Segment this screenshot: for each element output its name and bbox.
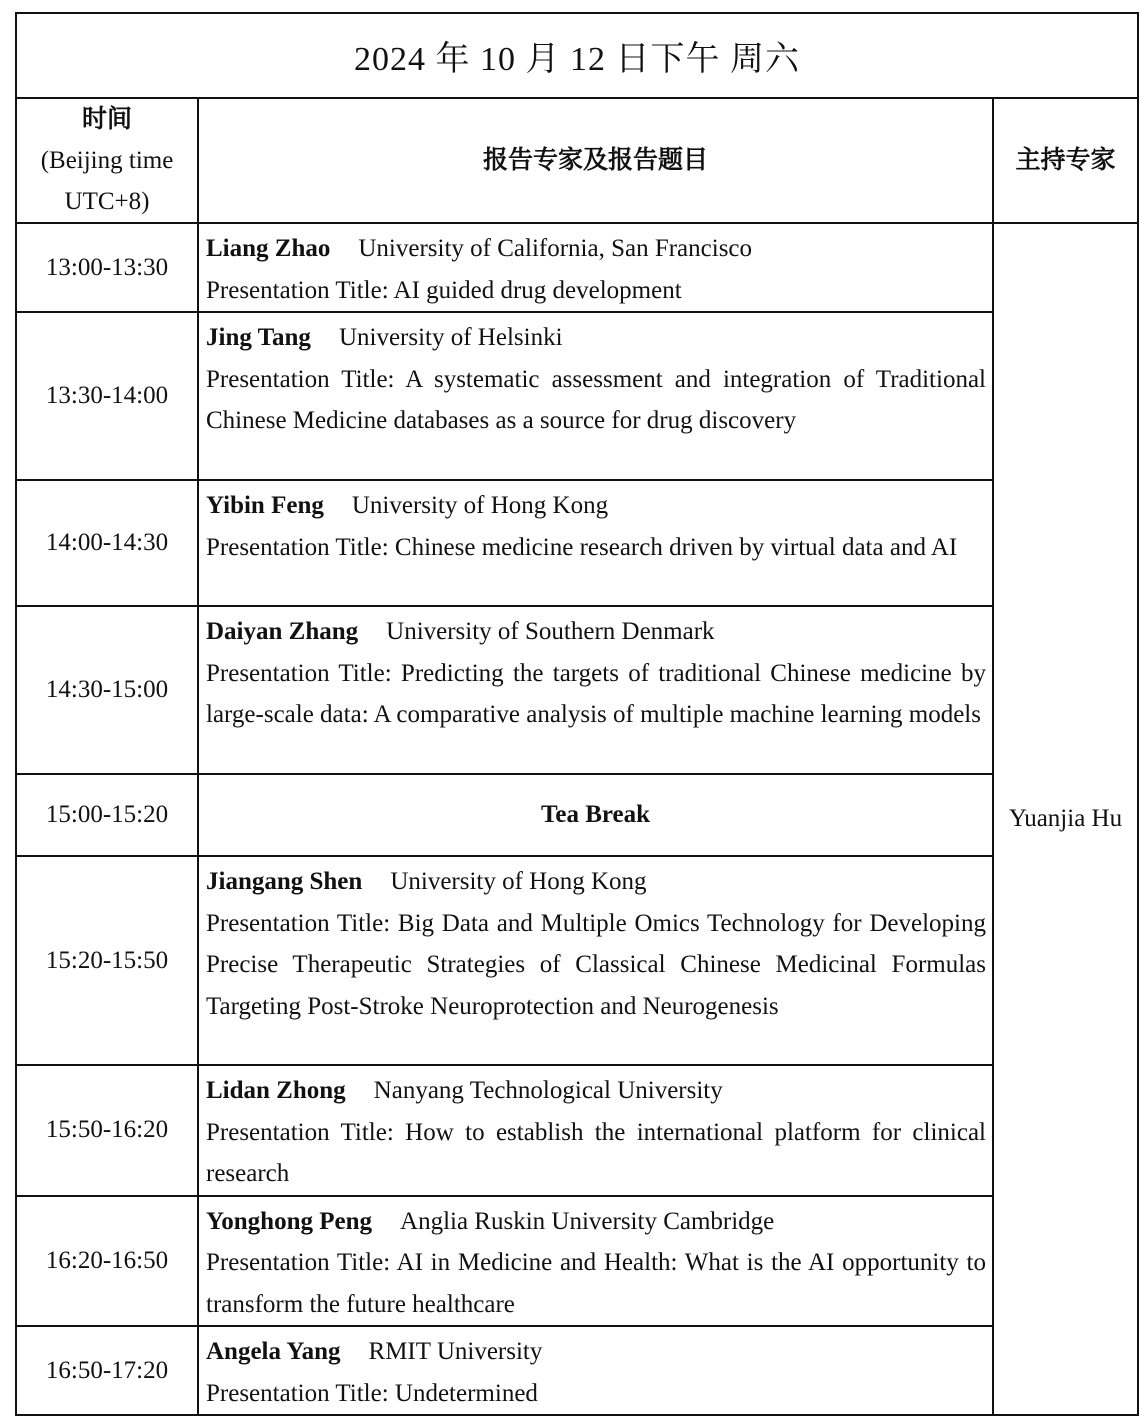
session-time: 15:50-16:20	[16, 1065, 198, 1196]
speaker-name: Liang Zhao	[206, 235, 331, 262]
session-time: 14:00-14:30	[16, 480, 198, 606]
topic-label: 报告专家及报告题目	[482, 147, 708, 174]
speaker-affiliation: University of Southern Denmark	[386, 618, 715, 645]
speaker-name: Lidan Zhong	[206, 1077, 346, 1104]
speaker-name: Angela Yang	[206, 1338, 341, 1365]
speaker-name: Jing Tang	[206, 324, 311, 351]
session-time: 14:30-15:00	[16, 606, 198, 774]
topic-column-header	[198, 98, 993, 223]
speaker-affiliation: University of California, San Francisco	[358, 235, 753, 262]
presentation-title: Presentation Title: Undetermined	[206, 1379, 538, 1407]
host-label: 主持专家	[1015, 147, 1116, 174]
session-time: 15:00-15:20	[16, 774, 198, 856]
session-row	[16, 223, 1138, 312]
speaker-affiliation: Nanyang Technological University	[373, 1077, 723, 1104]
presentation-title: Presentation Title: How to establish the international platform for clinical research	[206, 1118, 986, 1187]
session-row	[16, 1326, 1138, 1415]
session-details	[198, 312, 993, 480]
session-row	[16, 1065, 1138, 1196]
break-row	[16, 774, 1138, 856]
session-details	[198, 480, 993, 606]
schedule-table	[15, 12, 1139, 1416]
header-row	[16, 98, 1138, 223]
session-time: 16:50-17:20	[16, 1326, 198, 1415]
session-row	[16, 606, 1138, 774]
session-row	[16, 856, 1138, 1065]
speaker-affiliation: RMIT University	[368, 1338, 543, 1365]
speaker-affiliation: University of Hong Kong	[390, 868, 647, 895]
session-time: 16:20-16:50	[16, 1196, 198, 1327]
host-column-header	[993, 98, 1138, 223]
session-time: 13:00-13:30	[16, 223, 198, 312]
session-details	[198, 1065, 993, 1196]
session-details	[198, 856, 993, 1065]
session-details	[198, 606, 993, 774]
time-zone-line1: (Beijing time	[40, 147, 174, 174]
session-details	[198, 1196, 993, 1327]
speaker-affiliation: Anglia Ruskin University Cambridge	[400, 1207, 775, 1235]
schedule-title: 2024 年 10 月 12 日下午 周六	[16, 13, 1138, 98]
time-zone-line2: UTC+8)	[64, 188, 150, 215]
speaker-name: Daiyan Zhang	[206, 618, 359, 645]
speaker-affiliation: University of Helsinki	[338, 324, 563, 351]
speaker-name: Yonghong Peng	[206, 1207, 373, 1235]
presentation-title: Presentation Title: AI in Medicine and Health: What is the AI opportunity to transform the future healthcare	[206, 1249, 986, 1318]
tea-break-label: Tea Break	[198, 774, 993, 856]
speaker-name: Yibin Feng	[206, 492, 324, 519]
speaker-affiliation: University of Hong Kong	[351, 492, 609, 519]
presentation-title: Presentation Title: Big Data and Multiple Omics Technology for Developing Precise Therapeutic Strategies of Classical Chinese Medicinal Formulas Targeting Post-Stroke Neuroprotection and Neurogenesis	[206, 909, 986, 1020]
speaker-name: Jiangang Shen	[206, 868, 363, 895]
session-row	[16, 480, 1138, 606]
session-details	[198, 1326, 993, 1415]
time-label: 时间	[81, 106, 132, 133]
host-name: Yuanjia Hu	[993, 223, 1138, 1415]
presentation-title: Presentation Title: Chinese medicine research driven by virtual data and AI	[206, 533, 958, 561]
presentation-title: Presentation Title: Predicting the targets of traditional Chinese medicine by large-scale data: A comparative analysis of multiple machine learning models	[206, 659, 986, 728]
session-time: 13:30-14:00	[16, 312, 198, 480]
session-row	[16, 1196, 1138, 1327]
session-row	[16, 312, 1138, 480]
presentation-title: Presentation Title: A systematic assessment and integration of Traditional Chinese Medicine databases as a source for drug discovery	[206, 365, 986, 434]
title-row	[16, 13, 1138, 98]
session-details	[198, 223, 993, 312]
time-column-header	[16, 98, 198, 223]
session-time: 15:20-15:50	[16, 856, 198, 1065]
presentation-title: Presentation Title: AI guided drug development	[206, 276, 682, 304]
